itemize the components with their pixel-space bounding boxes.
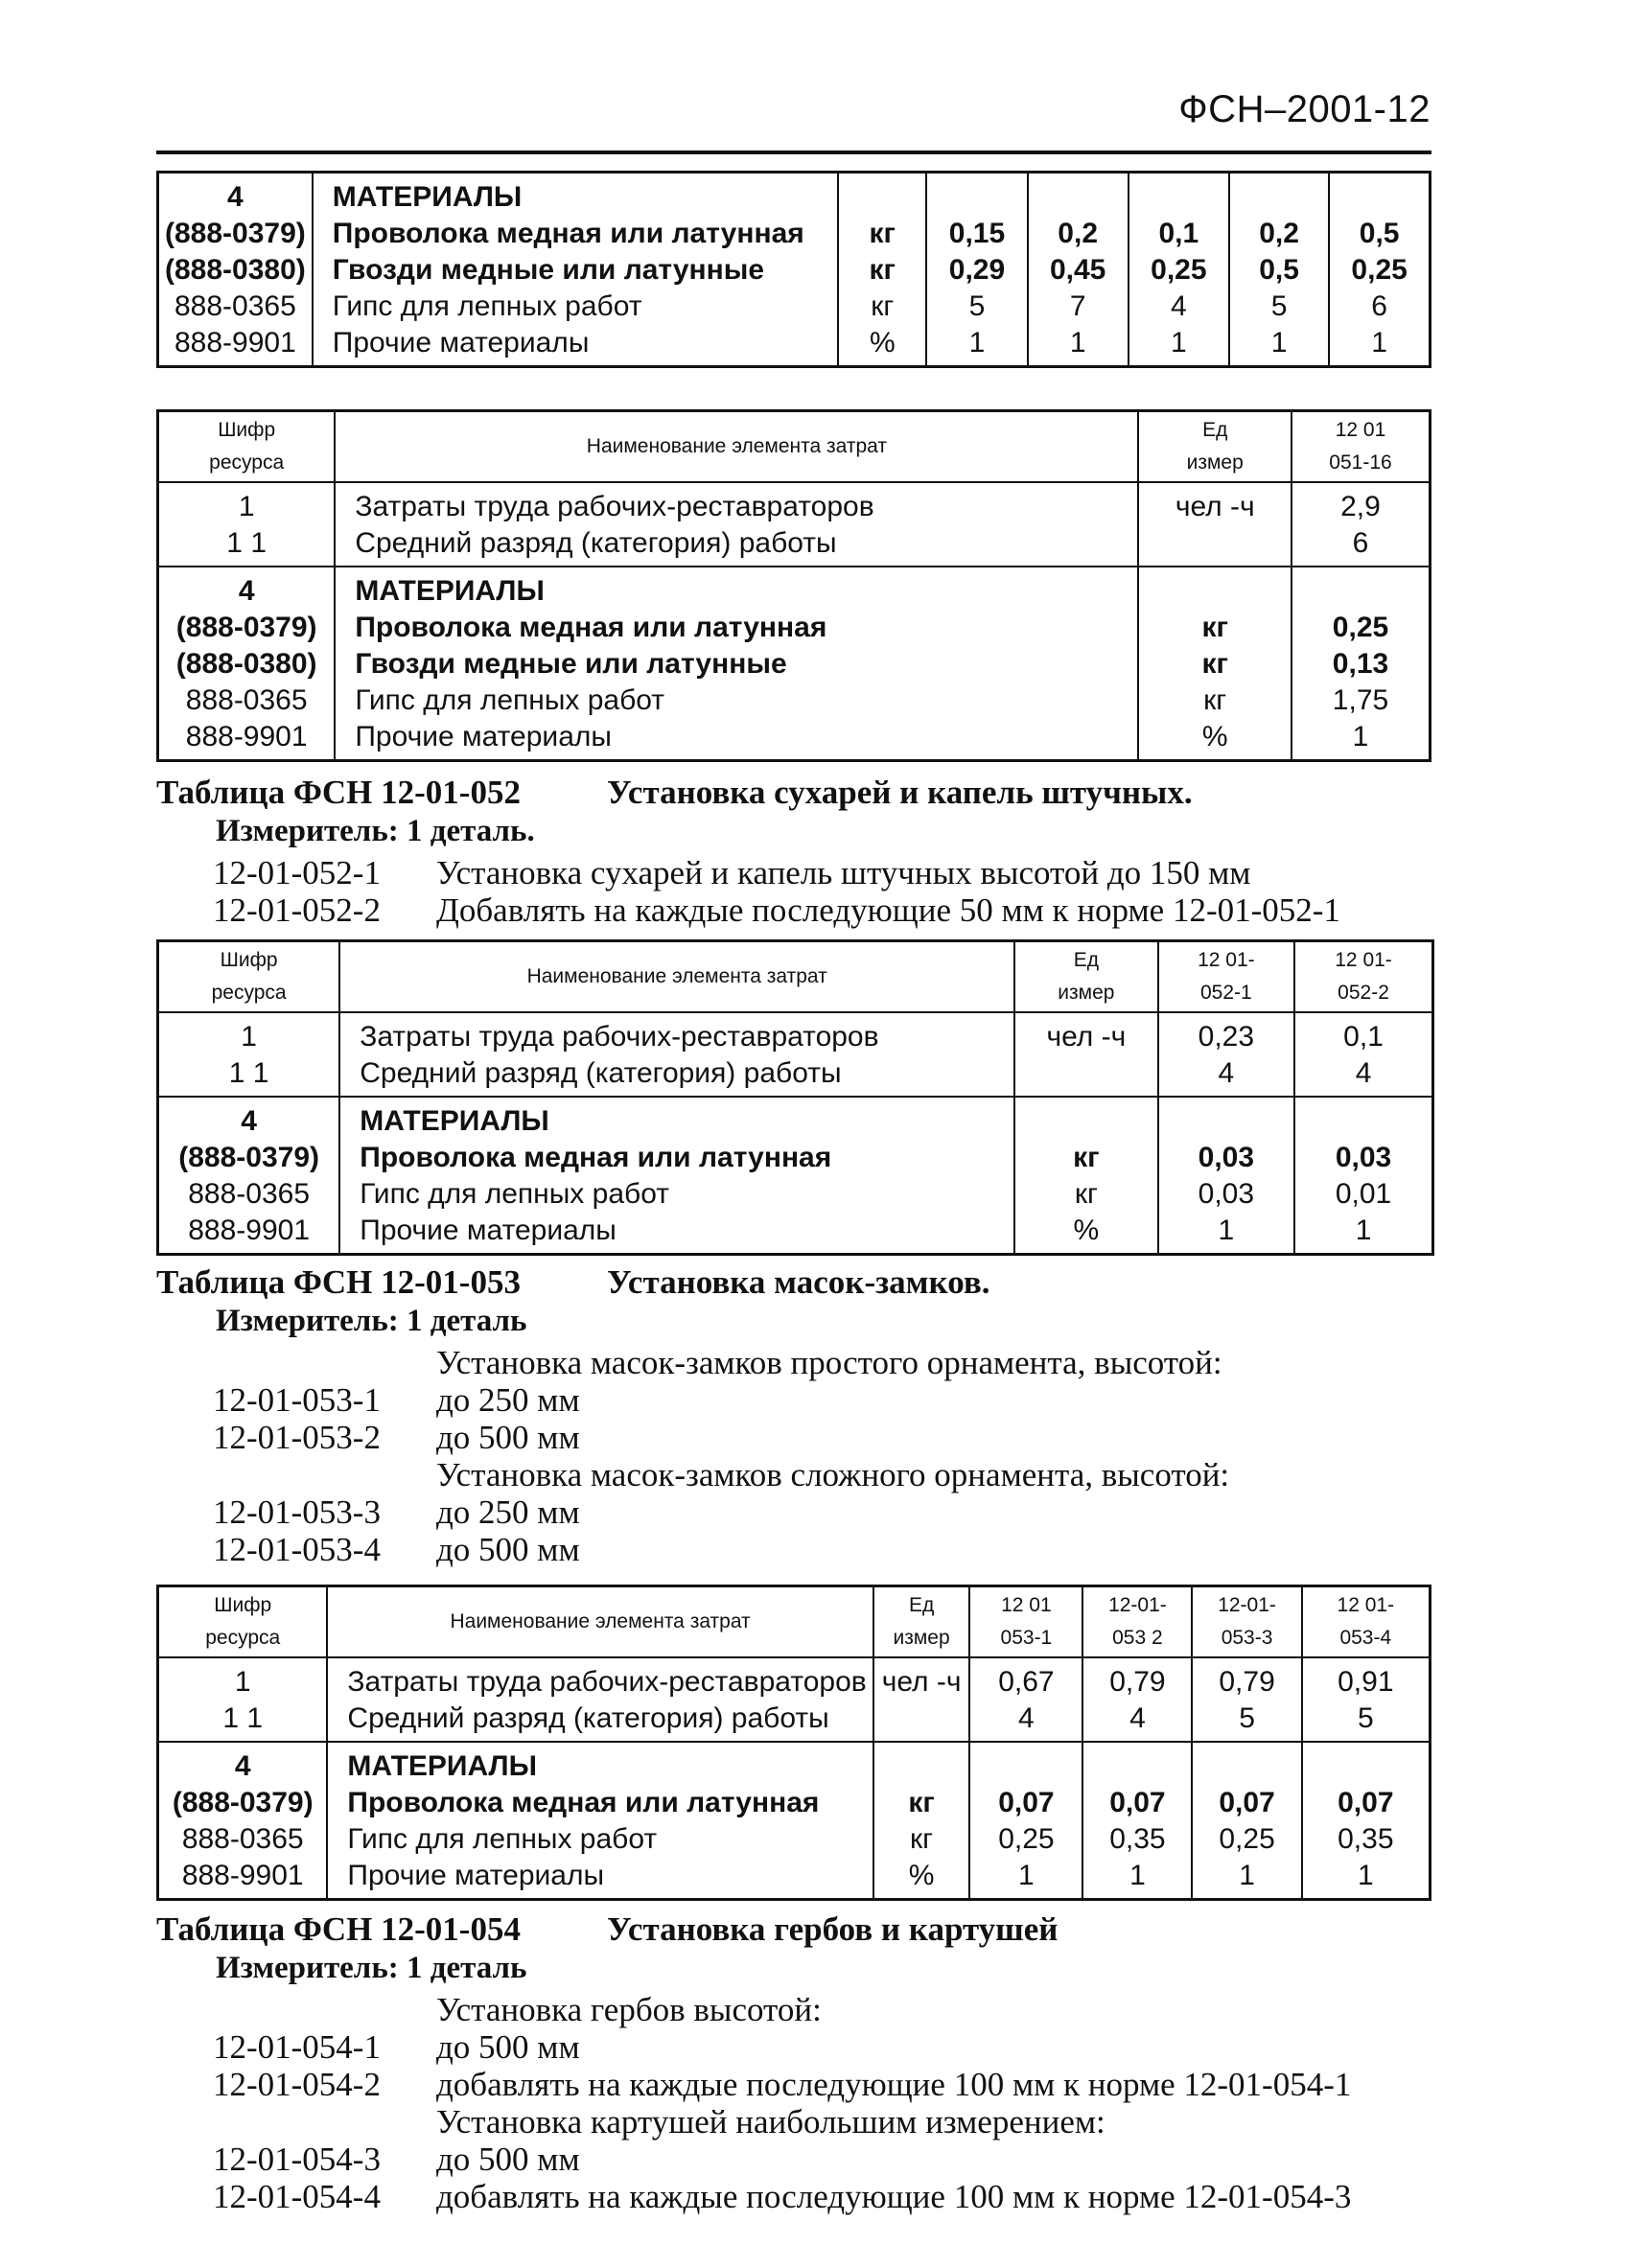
norm-description: до 500 мм <box>436 1419 580 1456</box>
norm-value: 0,07 <box>998 1787 1055 1818</box>
header-label: ресурса <box>209 451 285 474</box>
resource-code: (888-0380) <box>165 254 306 286</box>
table-row-group <box>158 1097 1433 1255</box>
norm-list-item <box>213 1493 1229 1531</box>
norm-description: Установка гербов высотой: <box>436 1991 822 2028</box>
norm-value <box>1089 1748 1185 1785</box>
measure-unit: Измеритель: 1 деталь <box>216 1951 527 1985</box>
cost-element-name: Гвозди медные или латунные <box>355 648 787 680</box>
norm-value: 4 <box>1018 1702 1035 1734</box>
norm-description: Установка масок-замков простого орнамента, высотой: <box>436 1344 1222 1381</box>
resource-code-cell <box>158 482 336 567</box>
resource-code-cell <box>158 567 336 761</box>
norm-list-item <box>213 2178 1351 2215</box>
norm-value: 0,23 <box>1198 1021 1255 1053</box>
resource-code-cell <box>158 1657 328 1742</box>
norm-value-cell <box>1294 1097 1432 1255</box>
norm-value: 6 <box>1371 290 1387 322</box>
header-rule <box>156 150 1431 154</box>
header-resource-code <box>158 941 340 1013</box>
resource-code: (888-0379) <box>175 612 317 643</box>
norm-value: 0,07 <box>1109 1787 1166 1818</box>
unit-of-measure: кг <box>1201 612 1228 643</box>
table-title: Таблица ФСН 12-01-054 <box>156 1910 521 1948</box>
header-label: 12 01- <box>1198 949 1255 971</box>
norm-value: 0,15 <box>948 218 1006 249</box>
unit-of-measure <box>1021 1055 1152 1092</box>
header-norm-code <box>1192 1586 1301 1658</box>
norm-code: 12-01-054-3 <box>213 2141 381 2178</box>
cost-element-name: Проволока медная или латунная <box>347 1787 820 1818</box>
norm-list-item <box>213 1456 1229 1493</box>
norm-value <box>933 179 1020 216</box>
cost-element-name: Прочие материалы <box>360 1215 617 1246</box>
norm-value: 0,07 <box>1338 1787 1394 1818</box>
unit-of-measure <box>1145 525 1285 562</box>
norm-list-item <box>213 2141 1351 2178</box>
resource-code: 888-0365 <box>188 1178 311 1210</box>
unit-of-measure: % <box>908 1860 935 1891</box>
norm-value-cell <box>1329 173 1430 367</box>
norm-value: 5 <box>1270 290 1288 322</box>
table-subtitle: Установка гербов и картушей <box>607 1910 1059 1948</box>
header-unit <box>1138 411 1292 483</box>
norm-value-cell <box>1158 1012 1294 1097</box>
norm-value-cell <box>1302 1742 1431 1900</box>
norm-value-cell <box>1082 1742 1192 1900</box>
norm-value <box>1298 573 1423 610</box>
header-norm-code <box>969 1586 1082 1658</box>
unit-of-measure: % <box>1201 721 1228 752</box>
norm-value: 0,35 <box>1109 1823 1166 1855</box>
unit-of-measure <box>1145 573 1285 610</box>
unit-of-measure-cell <box>1014 1097 1158 1255</box>
resource-code: 4 <box>238 575 255 607</box>
norm-list-item <box>213 2028 1351 2066</box>
measure-unit: Измеритель: 1 деталь <box>216 1304 527 1338</box>
norm-code: 12-01-054-4 <box>213 2178 381 2215</box>
resource-code: 888-0365 <box>185 684 308 716</box>
cost-element-name: Гипс для лепных работ <box>332 290 642 322</box>
resource-code-cell <box>158 1742 328 1900</box>
norm-value-cell <box>1082 1657 1192 1742</box>
cost-element-name: Проволока медная или латунная <box>360 1142 832 1173</box>
norm-value: 0,79 <box>1109 1666 1166 1698</box>
norm-value: 4 <box>1218 1057 1235 1089</box>
norm-value: 0,35 <box>1338 1823 1394 1855</box>
norm-value: 0,45 <box>1049 254 1106 286</box>
resource-code: (888-0379) <box>165 218 306 249</box>
norm-value: 0,2 <box>1259 218 1299 249</box>
norm-value-cell <box>1294 1012 1432 1097</box>
unit-of-measure: % <box>1073 1215 1100 1246</box>
norm-code: 12-01-054-2 <box>213 2066 381 2103</box>
unit-of-measure: кг <box>1201 648 1228 680</box>
unit-of-measure-cell <box>873 1657 970 1742</box>
norm-value: 5 <box>1239 1702 1255 1734</box>
norm-value <box>1301 1103 1426 1140</box>
unit-of-measure <box>845 179 919 216</box>
unit-of-measure: % <box>869 327 896 359</box>
resource-code: 888-9901 <box>185 721 308 752</box>
norm-list-054 <box>213 1991 1351 2215</box>
norm-value: 1 <box>1171 327 1187 359</box>
norm-value: 4 <box>1129 1702 1146 1734</box>
norm-list-053 <box>213 1344 1229 1568</box>
header-label: 053-3 <box>1221 1627 1273 1649</box>
header-resource-code <box>158 411 336 483</box>
norm-value-cell <box>1158 1097 1294 1255</box>
cost-element-name: Проволока медная или латунная <box>355 612 827 643</box>
norm-value-cell <box>1192 1742 1301 1900</box>
table-row-group <box>158 1012 1433 1097</box>
cost-element-name: МАТЕРИАЛЫ <box>347 1750 537 1782</box>
header-label: 053-1 <box>1000 1627 1053 1649</box>
header-label: 12 01 <box>1001 1594 1052 1616</box>
norm-value: 0,91 <box>1338 1666 1394 1698</box>
norm-list-item <box>213 2066 1351 2103</box>
header-cost-element: Наименование элемента затрат <box>327 1586 873 1658</box>
cost-element-name-cell <box>339 1012 1014 1097</box>
table-row-group <box>158 1657 1431 1742</box>
resource-code: 1 <box>241 1021 257 1053</box>
norm-value: 0,5 <box>1259 254 1299 286</box>
header-cost-element: Наименование элемента затрат <box>339 941 1014 1013</box>
norm-value <box>1035 179 1122 216</box>
header-label: 053 2 <box>1112 1627 1163 1649</box>
norm-value: 0,03 <box>1198 1178 1255 1210</box>
header-label: Ед <box>908 1594 935 1616</box>
unit-of-measure-cell <box>838 173 926 367</box>
cost-element-name: Средний разряд (категория) работы <box>360 1057 842 1089</box>
norm-value: 0,2 <box>1058 218 1099 249</box>
norm-code: 12-01-054-1 <box>213 2028 381 2066</box>
norm-value-cell <box>926 173 1027 367</box>
norm-value: 0,25 <box>1351 254 1408 286</box>
table-header-row <box>158 1586 1431 1658</box>
norm-value <box>1309 1748 1423 1785</box>
norm-value <box>1236 179 1322 216</box>
norm-value: 0,5 <box>1359 218 1400 249</box>
resource-code: 1 1 <box>226 527 268 559</box>
header-label: 052-1 <box>1200 982 1252 1004</box>
norm-description: до 500 мм <box>436 1531 580 1568</box>
norm-value: 0,03 <box>1335 1142 1392 1173</box>
norm-value: 5 <box>968 290 986 322</box>
header-label: ресурса <box>205 1627 281 1649</box>
resource-code: 888-9901 <box>181 1860 304 1891</box>
header-norm-code <box>1292 411 1431 483</box>
unit-of-measure-cell <box>1014 1012 1158 1097</box>
norm-value: 0,07 <box>1219 1787 1275 1818</box>
norm-value: 0,25 <box>1219 1823 1275 1855</box>
norm-value: 1 <box>1352 721 1369 752</box>
header-label: Шифр <box>218 419 276 441</box>
norm-value: 0,25 <box>998 1823 1055 1855</box>
norm-description: Установка сухарей и капель штучных высотой до 150 мм <box>436 854 1251 891</box>
resource-code-cell <box>158 1012 340 1097</box>
header-norm-code <box>1294 941 1432 1013</box>
cost-element-name: Гвозди медные или латунные <box>332 254 765 286</box>
norm-value: 7 <box>1069 290 1086 322</box>
resource-code: 4 <box>227 181 244 213</box>
norm-description: до 500 мм <box>436 2141 580 2178</box>
norm-value-cell <box>969 1657 1082 1742</box>
norm-value-cell <box>1028 173 1129 367</box>
norm-value-cell <box>1229 173 1329 367</box>
table-header-row <box>158 411 1431 483</box>
header-label: 053-4 <box>1339 1627 1392 1649</box>
norm-description: до 250 мм <box>436 1381 580 1419</box>
norm-value: 0,79 <box>1219 1666 1275 1698</box>
norm-list-item <box>213 1531 1229 1568</box>
unit-of-measure: кг <box>908 1787 935 1818</box>
header-label: 12 01 <box>1335 419 1386 441</box>
norm-value-cell <box>1129 173 1229 367</box>
unit-of-measure: кг <box>1073 1142 1100 1173</box>
norm-value: 0,13 <box>1332 648 1389 680</box>
norm-list-item <box>213 1344 1229 1381</box>
norm-value: 1 <box>1218 1215 1235 1246</box>
cost-element-name: МАТЕРИАЛЫ <box>355 575 545 607</box>
resource-code: (888-0379) <box>178 1142 319 1173</box>
table-title: Таблица ФСН 12-01-053 <box>156 1263 521 1301</box>
norm-value: 1 <box>1357 1860 1374 1891</box>
unit-of-measure: чел -ч <box>1046 1021 1127 1053</box>
unit-of-measure: чел -ч <box>881 1666 962 1698</box>
norm-list-item <box>213 1419 1229 1456</box>
cost-element-name-cell <box>327 1742 873 1900</box>
norm-table-051-continuation <box>156 171 1431 368</box>
unit-of-measure: кг <box>910 1823 934 1855</box>
norm-code: 12-01-053-2 <box>213 1419 381 1456</box>
unit-of-measure: кг <box>869 218 896 249</box>
resource-code: (888-0379) <box>172 1787 314 1818</box>
resource-code: 1 1 <box>228 1057 269 1089</box>
resource-code: 888-9901 <box>188 1215 311 1246</box>
norm-value: 0,1 <box>1343 1021 1384 1053</box>
unit-of-measure <box>880 1748 964 1785</box>
table-row-group <box>158 173 1431 367</box>
cost-element-name-cell <box>335 482 1138 567</box>
norm-list-052 <box>213 854 1340 929</box>
norm-value: 4 <box>1355 1057 1372 1089</box>
cost-element-name: Гипс для лепных работ <box>360 1178 669 1210</box>
resource-code-cell <box>158 173 313 367</box>
norm-value: 1 <box>1355 1215 1372 1246</box>
resource-code: 1 1 <box>222 1702 264 1734</box>
norm-value: 0,25 <box>1332 612 1389 643</box>
norm-code: 12-01-053-3 <box>213 1493 381 1531</box>
norm-value: 2,9 <box>1340 491 1381 522</box>
cost-element-name: МАТЕРИАЛЫ <box>360 1105 549 1137</box>
norm-value: 4 <box>1171 290 1187 322</box>
norm-value: 1 <box>1371 327 1387 359</box>
norm-value: 1 <box>1018 1860 1035 1891</box>
norm-description: Установка картушей наибольшим измерением: <box>436 2103 1105 2141</box>
cost-element-name-cell <box>313 173 838 367</box>
unit-of-measure-cell <box>1138 482 1292 567</box>
norm-value: 0,03 <box>1198 1142 1255 1173</box>
norm-code: 12-01-052-1 <box>213 854 381 891</box>
cost-element-name: Прочие материалы <box>355 721 612 752</box>
norm-value: 1 <box>1239 1860 1255 1891</box>
table-row-group <box>158 567 1431 761</box>
norm-description: до 500 мм <box>436 2028 580 2066</box>
header-label: Шифр <box>220 949 278 971</box>
norm-value <box>1336 179 1423 216</box>
table-heading-052 <box>156 774 1193 812</box>
norm-value: 0,1 <box>1158 218 1199 249</box>
resource-code: (888-0380) <box>175 648 317 680</box>
header-resource-code <box>158 1586 328 1658</box>
resource-code: 888-0365 <box>181 1823 304 1855</box>
norm-description: Установка масок-замков сложного орнамента, высотой: <box>436 1456 1230 1493</box>
cost-element-name: Затраты труда рабочих-реставраторов <box>347 1666 867 1698</box>
norm-code: 12-01-052-2 <box>213 891 381 929</box>
header-label: ресурса <box>211 982 287 1004</box>
norm-list-item <box>213 1991 1351 2028</box>
norm-value <box>1165 1103 1288 1140</box>
resource-code: 4 <box>234 1750 251 1782</box>
cost-element-name-cell <box>339 1097 1014 1255</box>
resource-code: 888-0365 <box>174 290 296 322</box>
unit-of-measure: кг <box>869 254 896 286</box>
norm-value: 5 <box>1357 1702 1374 1734</box>
unit-of-measure <box>1021 1103 1152 1140</box>
norm-value: 1 <box>1069 327 1086 359</box>
measure-unit: Измеритель: 1 деталь. <box>216 814 535 848</box>
norm-table-053 <box>156 1585 1431 1901</box>
header-label: измер <box>893 1627 950 1649</box>
norm-table-052 <box>156 939 1434 1256</box>
norm-value-cell <box>1302 1657 1431 1742</box>
norm-list-item <box>213 2103 1351 2141</box>
norm-value <box>1198 1748 1294 1785</box>
table-header-row <box>158 941 1433 1013</box>
unit-of-measure-cell <box>1138 567 1292 761</box>
header-norm-code <box>1302 1586 1431 1658</box>
unit-of-measure: чел -ч <box>1175 491 1255 522</box>
header-label: 12 01- <box>1335 949 1392 971</box>
header-cost-element: Наименование элемента затрат <box>335 411 1138 483</box>
table-subtitle: Установка сухарей и капель штучных. <box>607 774 1193 811</box>
table-heading-054 <box>156 1910 1058 1949</box>
cost-element-name: Гипс для лепных работ <box>355 684 665 716</box>
norm-list-item <box>213 854 1340 891</box>
unit-of-measure-cell <box>873 1742 970 1900</box>
unit-of-measure <box>880 1701 964 1737</box>
header-norm-code <box>1158 941 1294 1013</box>
norm-code: 12-01-053-1 <box>213 1381 381 1419</box>
norm-value: 6 <box>1352 527 1369 559</box>
resource-code: 4 <box>241 1105 257 1137</box>
norm-value: 0,29 <box>948 254 1006 286</box>
norm-value-cell <box>969 1742 1082 1900</box>
header-label: измер <box>1058 982 1115 1004</box>
unit-of-measure: кг <box>1203 684 1227 716</box>
header-label: 12 01- <box>1337 1594 1395 1616</box>
resource-code: 1 <box>234 1666 251 1698</box>
resource-code: 1 <box>238 491 255 522</box>
cost-element-name: МАТЕРИАЛЫ <box>332 181 523 213</box>
table-heading-053 <box>156 1263 990 1302</box>
table-subtitle: Установка масок-замков. <box>607 1263 990 1301</box>
table-row-group <box>158 482 1431 567</box>
norm-description: Добавлять на каждые последующие 50 мм к норме 12-01-052-1 <box>436 891 1340 929</box>
cost-element-name: Гипс для лепных работ <box>347 1823 658 1855</box>
unit-of-measure: кг <box>1074 1178 1098 1210</box>
norm-list-item <box>213 891 1340 929</box>
norm-value: 0,25 <box>1151 254 1207 286</box>
norm-description: до 250 мм <box>436 1493 580 1531</box>
header-label: 12-01- <box>1108 1594 1167 1616</box>
header-label: 051-16 <box>1329 451 1392 474</box>
cost-element-name: Средний разряд (категория) работы <box>347 1702 829 1734</box>
norm-value: 1 <box>1129 1860 1146 1891</box>
norm-table-051-16 <box>156 409 1431 762</box>
cost-element-name: Прочие материалы <box>347 1860 605 1891</box>
table-row-group <box>158 1742 1431 1900</box>
resource-code: 888-9901 <box>174 327 296 359</box>
norm-value-cell <box>1292 567 1431 761</box>
header-label: Шифр <box>214 1594 272 1616</box>
norm-value: 1 <box>1270 327 1288 359</box>
cost-element-name-cell <box>327 1657 873 1742</box>
header-label: Ед <box>1073 949 1100 971</box>
norm-list-item <box>213 1381 1229 1419</box>
header-norm-code <box>1082 1586 1192 1658</box>
norm-description: добавлять на каждые последующие 100 мм к норме 12-01-054-3 <box>436 2178 1352 2215</box>
norm-value <box>976 1748 1076 1785</box>
norm-value-cell <box>1292 482 1431 567</box>
norm-value: 1,75 <box>1332 684 1389 716</box>
cost-element-name: Прочие материалы <box>332 327 590 359</box>
norm-description: добавлять на каждые последующие 100 мм к норме 12-01-054-1 <box>436 2066 1352 2103</box>
header-label: 052-2 <box>1338 982 1389 1004</box>
header-unit <box>873 1586 970 1658</box>
norm-value <box>1135 179 1222 216</box>
header-unit <box>1014 941 1158 1013</box>
norm-value: 1 <box>968 327 986 359</box>
header-label: 12-01- <box>1218 1594 1276 1616</box>
cost-element-name: Проволока медная или латунная <box>332 218 804 249</box>
document-code: ФСН–2001-12 <box>1178 88 1431 130</box>
norm-value-cell <box>1192 1657 1301 1742</box>
norm-value: 0,01 <box>1335 1178 1392 1210</box>
cost-element-name-cell <box>335 567 1138 761</box>
cost-element-name: Средний разряд (категория) работы <box>355 527 837 559</box>
header-label: Ед <box>1202 419 1228 441</box>
unit-of-measure: кг <box>871 290 895 322</box>
table-title: Таблица ФСН 12-01-052 <box>156 774 521 811</box>
norm-code: 12-01-053-4 <box>213 1531 381 1568</box>
header-label: измер <box>1186 451 1244 474</box>
resource-code-cell <box>158 1097 340 1255</box>
cost-element-name: Затраты труда рабочих-реставраторов <box>360 1021 879 1053</box>
cost-element-name: Затраты труда рабочих-реставраторов <box>355 491 874 522</box>
norm-value: 0,67 <box>998 1666 1055 1698</box>
